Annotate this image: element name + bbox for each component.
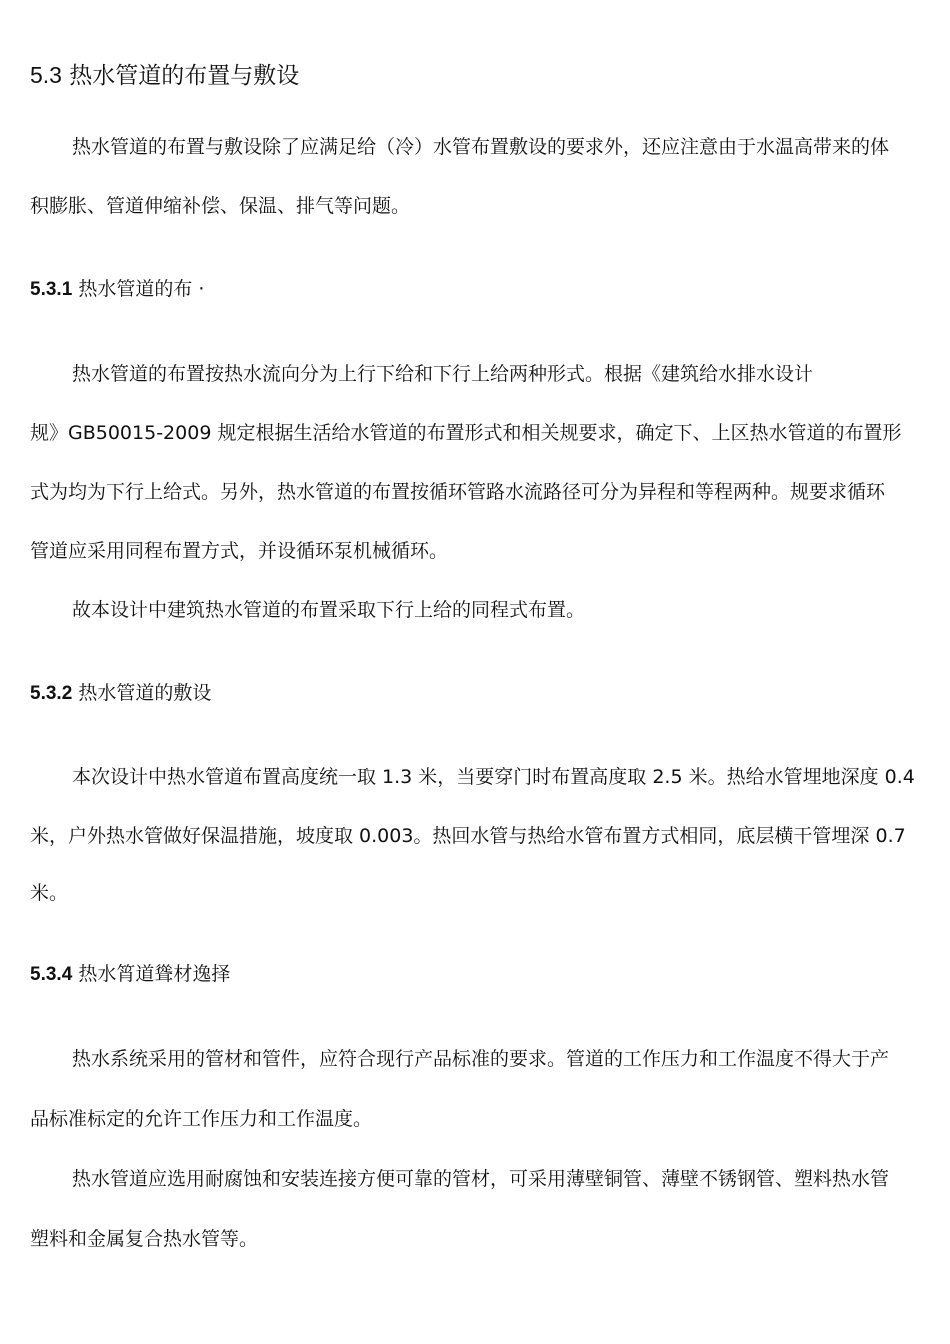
subsection-heading-5-3-2 [30,680,211,707]
intro-line-2: 积膨胀、管道伸缩补偿、保温、排气等问题。 [30,195,411,217]
subsection-heading-5-3-1 [30,276,204,303]
subsection-title: 热水筲道聳材逸择 [78,963,231,985]
paragraph-line: 本次设计中热水管道布置高度统一取 1.3 米，当要穿门时布置高度取 2.5 米。热给水管埋地深度 0.4 [72,766,915,788]
paragraph-line: 热水系统采用的管材和管件，应符合现行产品标准的要求。管道的工作压力和工作温度不得大于产 [72,1048,890,1070]
subsection-number: 5.3.1 [30,279,73,300]
paragraph-line: 米，户外热水管做好保温措施，坡度取 0.003。热回水管与热给水管布置方式相同，底层横干管埋深 0.7 [30,825,906,847]
section-title: 热水管道的布置与敷设 [69,63,300,89]
paragraph-line: 热水管道应选用耐腐蚀和安装连接方便可靠的管材，可采用薄壁铜管、薄壁不锈钢管、塑料热水管 [72,1168,890,1190]
paragraph-line: 米。 [30,882,69,904]
paragraph-line: 热水管道的布置按热水流向分为上行下给和下行上给两种形式。根据《建筑给水排水设计 [72,363,814,385]
paragraph-line: 故本设计中建筑热水管道的布置采取下行上给的同程式布置。 [72,599,586,621]
subsection-title: 热水管道的布 · [78,278,205,300]
paragraph-line: 式为均为下行上给式。另外，热水管道的布置按循环管路水流路径可分为异程和等程两种。规要求循环 [30,481,886,503]
paragraph-line: 塑料和金属复合热水管等。 [30,1228,259,1250]
paragraph-line: 规》GB50015-2009 规定根据生活给水管道的布置形式和相关规要求，确定下、上区热水管道的布置形 [30,422,902,444]
paragraph-line: 品标准标定的允许工作压力和工作温度。 [30,1108,373,1130]
subsection-number: 5.3.2 [30,683,73,704]
subsection-number: 5.3.4 [30,964,73,985]
section-number: 5.3 [30,62,62,88]
intro-line-1: 热水管道的布置与敷设除了应满足给（冷）水管布置敷设的要求外，还应注意由于水温高带来的体 [72,136,890,158]
subsection-title: 热水管道的敷设 [78,682,212,704]
paragraph-line: 管道应采用同程布置方式，并设循环泵机械循环。 [30,540,449,562]
section-heading [30,60,299,91]
subsection-heading-5-3-4 [30,961,230,988]
